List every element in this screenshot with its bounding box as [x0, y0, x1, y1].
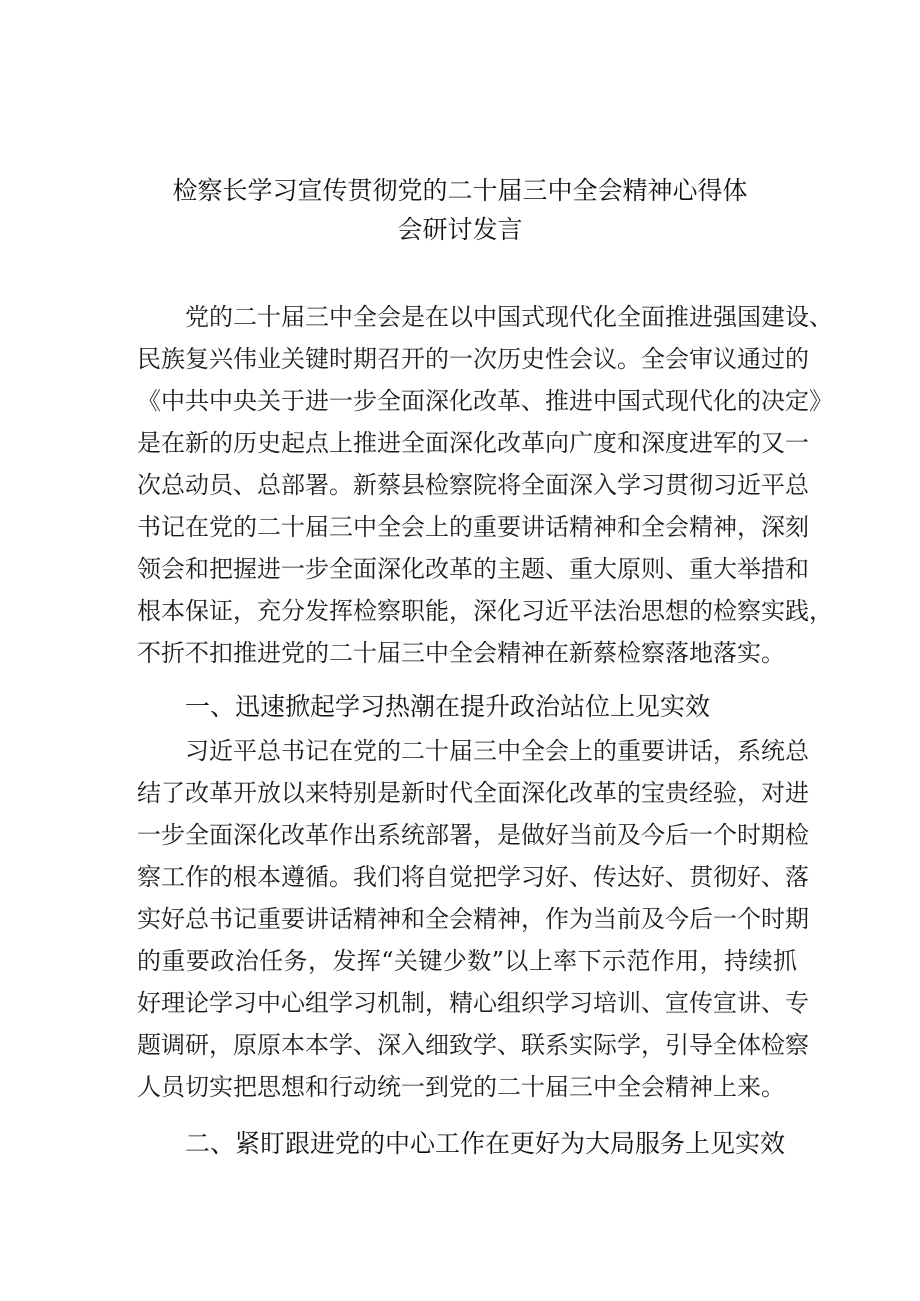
paragraph-2-line: 实好总书记重要讲话精神和全会精神，作为当前及今后一个时期 — [137, 905, 809, 933]
document-title-line-2: 会研讨发言 — [397, 215, 523, 244]
paragraph-2-line: 察工作的根本遵循。我们将自觉把学习好、传达好、贯彻好、落 — [137, 863, 809, 891]
paragraph-1-line: 书记在党的二十届三中全会上的重要讲话精神和全会精神，深刻 — [137, 513, 809, 541]
paragraph-2-line: 题调研，原原本本学、深入细致学、联系实际学，引导全体检察 — [137, 1031, 809, 1059]
paragraph-1-line: 《中共中央关于进一步全面深化改革、推进中国式现代化的决定》 — [137, 387, 833, 415]
paragraph-2-line: 一步全面深化改革作出系统部署，是做好当前及今后一个时期检 — [137, 821, 809, 849]
paragraph-1-line: 次总动员、总部署。新蔡县检察院将全面深入学习贯彻习近平总 — [137, 471, 809, 499]
paragraph-1-line: 领会和把握进一步全面深化改革的主题、重大原则、重大举措和 — [137, 555, 809, 583]
paragraph-1-line: 是在新的历史起点上推进全面深化改革向广度和深度进军的又一 — [137, 429, 809, 457]
paragraph-2-line: 结了改革开放以来特别是新时代全面深化改革的宝贵经验，对进 — [137, 779, 809, 807]
paragraph-1-line: 党的二十届三中全会是在以中国式现代化全面推进强国建设、 — [185, 303, 833, 331]
section-heading-1: 一、迅速掀起学习热潮在提升政治站位上见实效 — [185, 692, 711, 721]
paragraph-2-line: 习近平总书记在党的二十届三中全会上的重要讲话，系统总 — [185, 737, 809, 765]
paragraph-2-line: 的重要政治任务，发挥“关键少数”以上率下示范作用，持续抓 — [137, 947, 797, 975]
paragraph-1-line: 民族复兴伟业关键时期召开的一次历史性会议。全会审议通过的 — [137, 345, 809, 373]
paragraph-1-line: 根本保证，充分发挥检察职能，深化习近平法治思想的检察实践， — [137, 597, 833, 625]
section-heading-2: 二、紧盯跟进党的中心工作在更好为大局服务上见实效 — [185, 1129, 786, 1158]
document-title-line-1: 检察长学习宣传贯彻党的二十届三中全会精神心得体 — [172, 176, 748, 205]
paragraph-2-line: 人员切实把思想和行动统一到党的二十届三中全会精神上来。 — [137, 1073, 785, 1101]
paragraph-2-line: 好理论学习中心组学习机制，精心组织学习培训、宣传宣讲、专 — [137, 989, 809, 1017]
paragraph-1-line: 不折不扣推进党的二十届三中全会精神在新蔡检察落地落实。 — [137, 639, 785, 667]
